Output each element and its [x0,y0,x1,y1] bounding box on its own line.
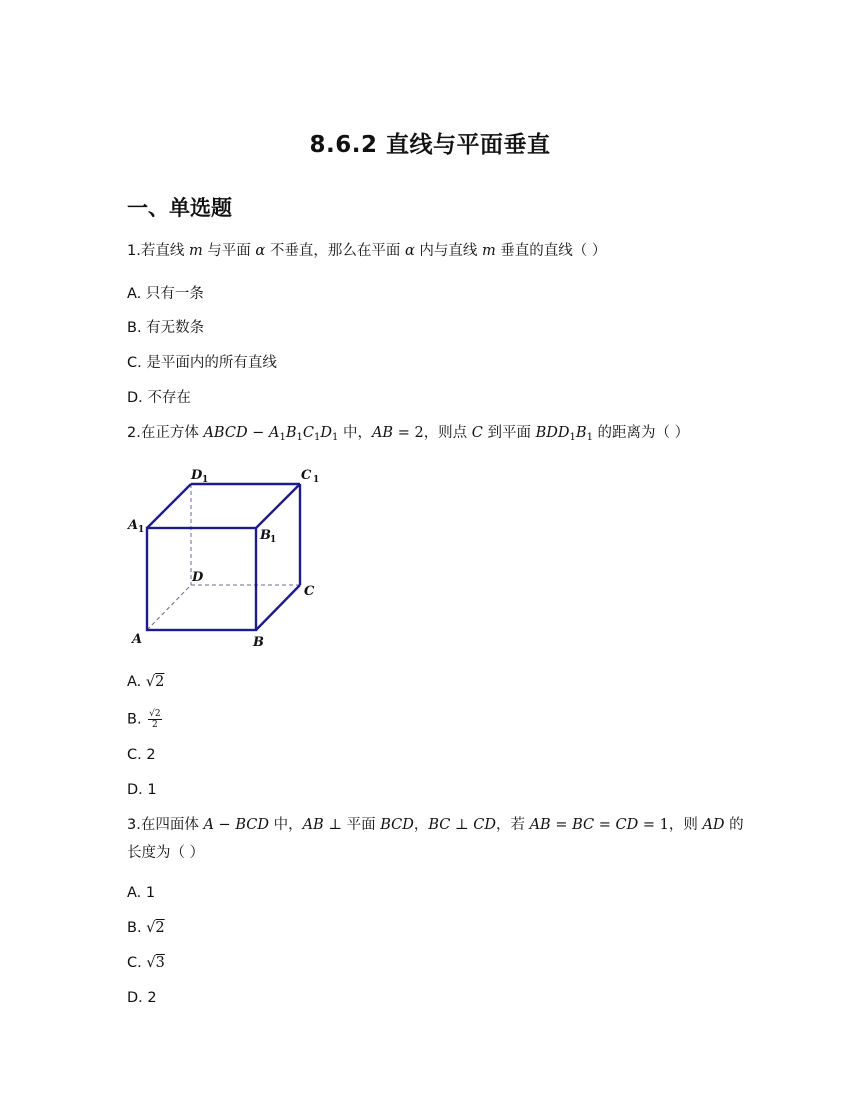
question-3-option-d: D. 2 [127,990,157,1006]
vertex-label-b1: B [260,528,271,543]
cube-figure [120,460,330,655]
section-heading: 一、单选题 [127,196,232,220]
question-3-option-a: A. 1 [127,885,156,901]
question-1-option-b: B. 有无数条 [127,320,205,336]
vertex-label-a1: A [128,518,139,533]
question-2-option-c: C. 2 [127,747,156,763]
vertex-label-d1: D [191,468,203,483]
vertex-label-c: C [304,584,315,599]
svg-text:1: 1 [313,475,320,485]
svg-text:1: 1 [138,525,145,535]
vertex-label-b: B [253,635,264,650]
question-2-stem: 2.在正方体 ABCD − $A_1B_1C_1D_1$ 中，AB = 2，则点 C 到平面 $BDD_1B_1$ 的距离为（ ） [127,425,690,443]
question-1-stem: 1.若直线 m 与平面 α 不垂直，那么在平面 α 内与直线 m 垂直的直线（ ） [127,243,607,259]
question-1-option-d: D. 不存在 [127,390,191,406]
question-1-option-c: C. 是平面内的所有直线 [127,355,277,371]
question-3-option-c: C. √3 [127,955,165,971]
page-title: 8.6.2 直线与平面垂直 [309,132,551,158]
question-3-stem: 3.在四面体 A − BCD 中，AB ⊥ 平面 BCD，BC ⊥ CD，若 AB = BC = CD = 1，则 AD 的 [127,817,744,833]
svg-text:1: 1 [202,475,209,485]
question-2-option-b: B. $\frac{√2}{2}$ [127,709,161,730]
question-3-option-b: B. √2 [127,920,165,936]
question-1-option-a: A. 只有一条 [127,286,204,302]
question-3-stem-line-2: 长度为（ ） [127,845,205,861]
vertex-label-c1: C [301,468,312,483]
vertex-label-a: A [132,632,143,647]
question-2-option-d: D. 1 [127,782,157,798]
vertex-label-d: D [192,570,204,585]
question-2-option-a: A. √2 [127,674,165,690]
svg-text:1: 1 [270,535,277,545]
